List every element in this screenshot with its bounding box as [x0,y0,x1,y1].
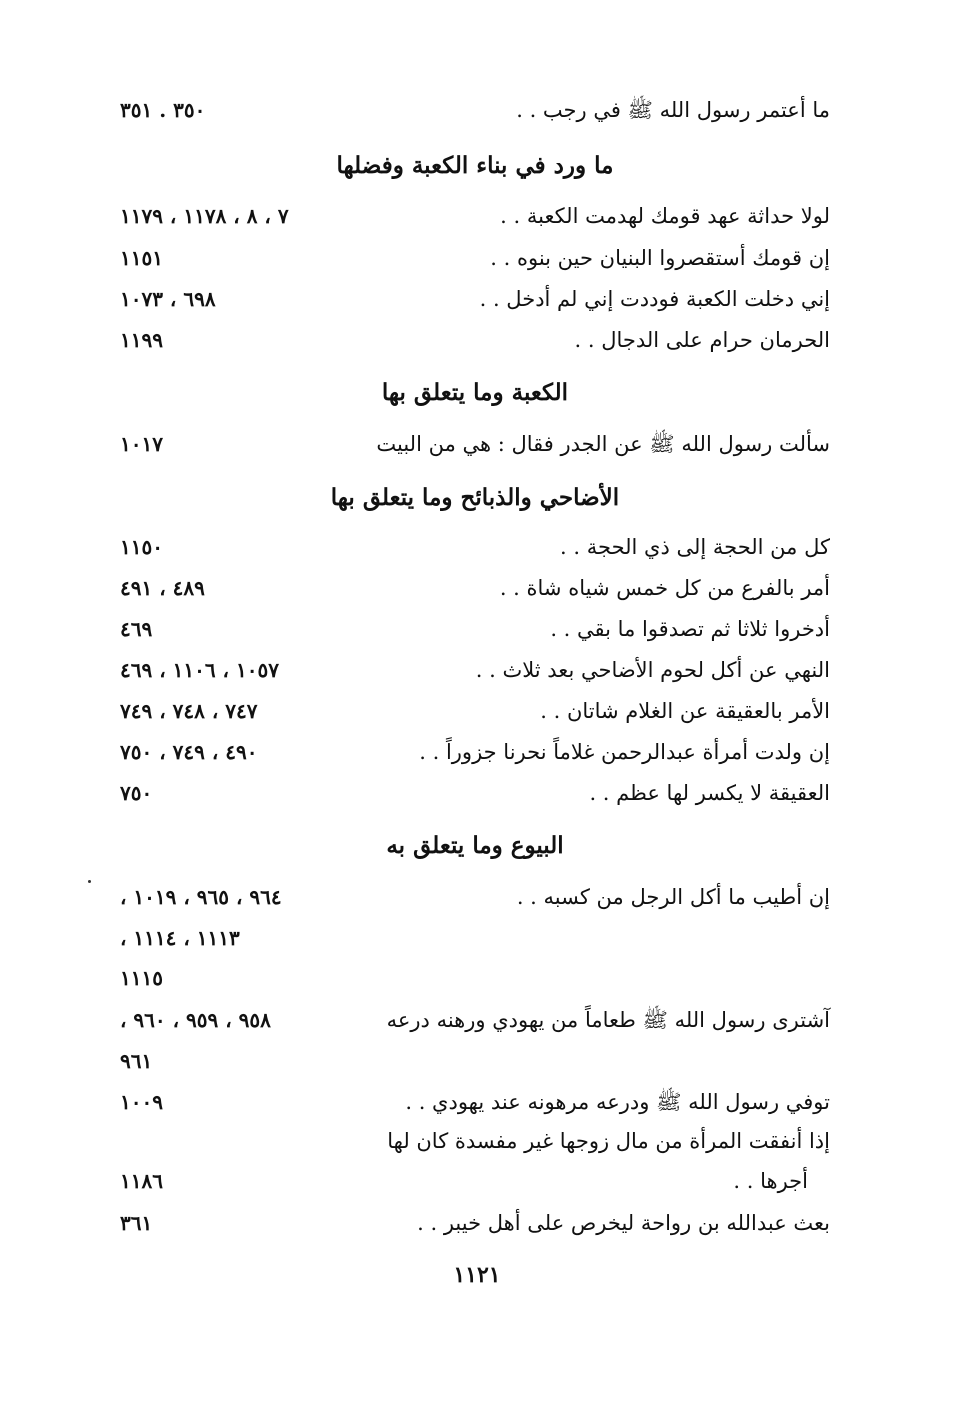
index-entry [120,1161,830,1201]
index-entry [120,1041,830,1081]
entry-text: إن ولدت أمرأة عبدالرحمن غلاماً نحرنا جزوراً . . [419,740,830,764]
index-entry [120,958,830,998]
entry-refs: ٧٥٠ [120,781,153,805]
index-entry [120,238,830,278]
entry-refs: ٦٩٨ ، ١٠٧٣ [120,287,216,311]
index-entry [120,609,830,649]
index-entry [120,527,830,567]
index-entry [120,773,830,813]
section-heading: الكعبة وما يتعلق بها [381,379,569,406]
entry-text: توفي رسول الله ﷺ ودرعه مرهونه عند يهودي . . [405,1090,830,1114]
index-entry [120,1203,830,1243]
entry-text: الحرمان حرام على الدجال . . [574,328,830,352]
index-entry [120,1082,830,1122]
index-entry [120,1000,830,1040]
entry-refs: ٤٩٠ ، ٧٤٩ ، ٧٥٠ [120,740,258,764]
entry-refs: ٣٦١ [120,1211,153,1235]
entry-refs: ١١٩٩ [120,328,163,352]
entry-refs: ١١٨٦ [120,1169,163,1193]
section-heading: البيوع وما يتعلق به [386,832,564,859]
entry-refs: ٤٦٩ [120,617,153,641]
entry-text: آشترى رسول الله ﷺ طعاماً من يهودي ورهنه درعه [386,1008,830,1032]
entry-refs: ٧٤٧ ، ٧٤٨ ، ٧٤٩ [120,699,258,723]
entry-refs: ١١١٥ [120,966,163,990]
entry-refs: ٩٦٤ ، ٩٦٥ ، ١٠١٩ ، [120,885,282,909]
entry-refs: ١١٥١ [120,246,163,270]
entry-text: إني دخلت الكعبة فوددت إني لم أدخل . . [479,287,830,311]
entry-refs: ٩٦١ [120,1049,153,1073]
entry-text: أجرها . . [733,1169,808,1193]
entry-text: العقيقة لا يكسر لها عظم . . [589,781,830,805]
index-entry [120,568,830,608]
index-entry [120,877,830,917]
entry-text: أدخروا ثلاثا ثم تصدقوا ما بقي . . [550,617,830,641]
index-entry [120,650,830,690]
entry-text: النهي عن أكل لحوم الأضاحي بعد ثلاث . . [475,658,830,682]
entry-refs: ١١١٣ ، ١١١٤ ، [120,926,240,950]
page-number: ١١٢١ [453,1262,501,1288]
index-entry [120,196,830,236]
entry-refs: ٩٥٨ ، ٩٥٩ ، ٩٦٠ ، [120,1008,271,1032]
entry-refs: ١١٥٠ [120,535,163,559]
index-entry [120,691,830,731]
entry-text: إن قومك أستقصروا البنيان حين بنوه . . [490,246,830,270]
entry-text: أمر بالفرع من كل خمس شياه شاة . . [499,576,830,600]
entry-refs: ١٠١٧ [120,432,163,456]
entry-text: إن أطيب ما أكل الرجل من كسبه . . [516,885,830,909]
entry-text: لولا حداثة عهد قومك لهدمت الكعبة . . [500,204,830,228]
entry-refs: ٣٥٠ . ٣٥١ [120,98,206,122]
index-entry [120,279,830,319]
entry-refs: ١٠٥٧ ، ١١٠٦ ، ٤٦٩ [120,658,279,682]
entry-text: بعث عبدالله بن رواحة ليخرص على أهل خيبر . . [417,1211,830,1235]
index-entry [120,918,830,958]
entry-text: كل من الحجة إلى ذي الحجة . . [560,535,830,559]
stray-mark [88,880,91,883]
section-heading: الأضاحي والذبائح وما يتعلق بها [330,484,620,511]
index-entry [120,320,830,360]
section-heading: ما ورد في بناء الكعبة وفضلها [336,152,614,179]
entry-refs: ٧ ، ٨ ، ١١٧٨ ، ١١٧٩ [120,204,289,228]
entry-refs: ٤٨٩ ، ٤٩١ [120,576,205,600]
entry-text: إذا أنفقت المرأة من مال زوجها غير مفسدة كان لها [387,1129,830,1153]
index-entry [120,1121,830,1161]
index-entry [120,90,830,130]
entry-text: سألت رسول الله ﷺ عن الجدر فقال : هي من البيت [376,432,830,456]
index-entry [120,424,830,464]
entry-refs: ١٠٠٩ [120,1090,163,1114]
entry-text: ما أعتمر رسول الله ﷺ في رجب . . [516,98,830,122]
entry-text: الأمر بالعقيقة عن الغلام شاتان . . [540,699,830,723]
index-entry [120,732,830,772]
